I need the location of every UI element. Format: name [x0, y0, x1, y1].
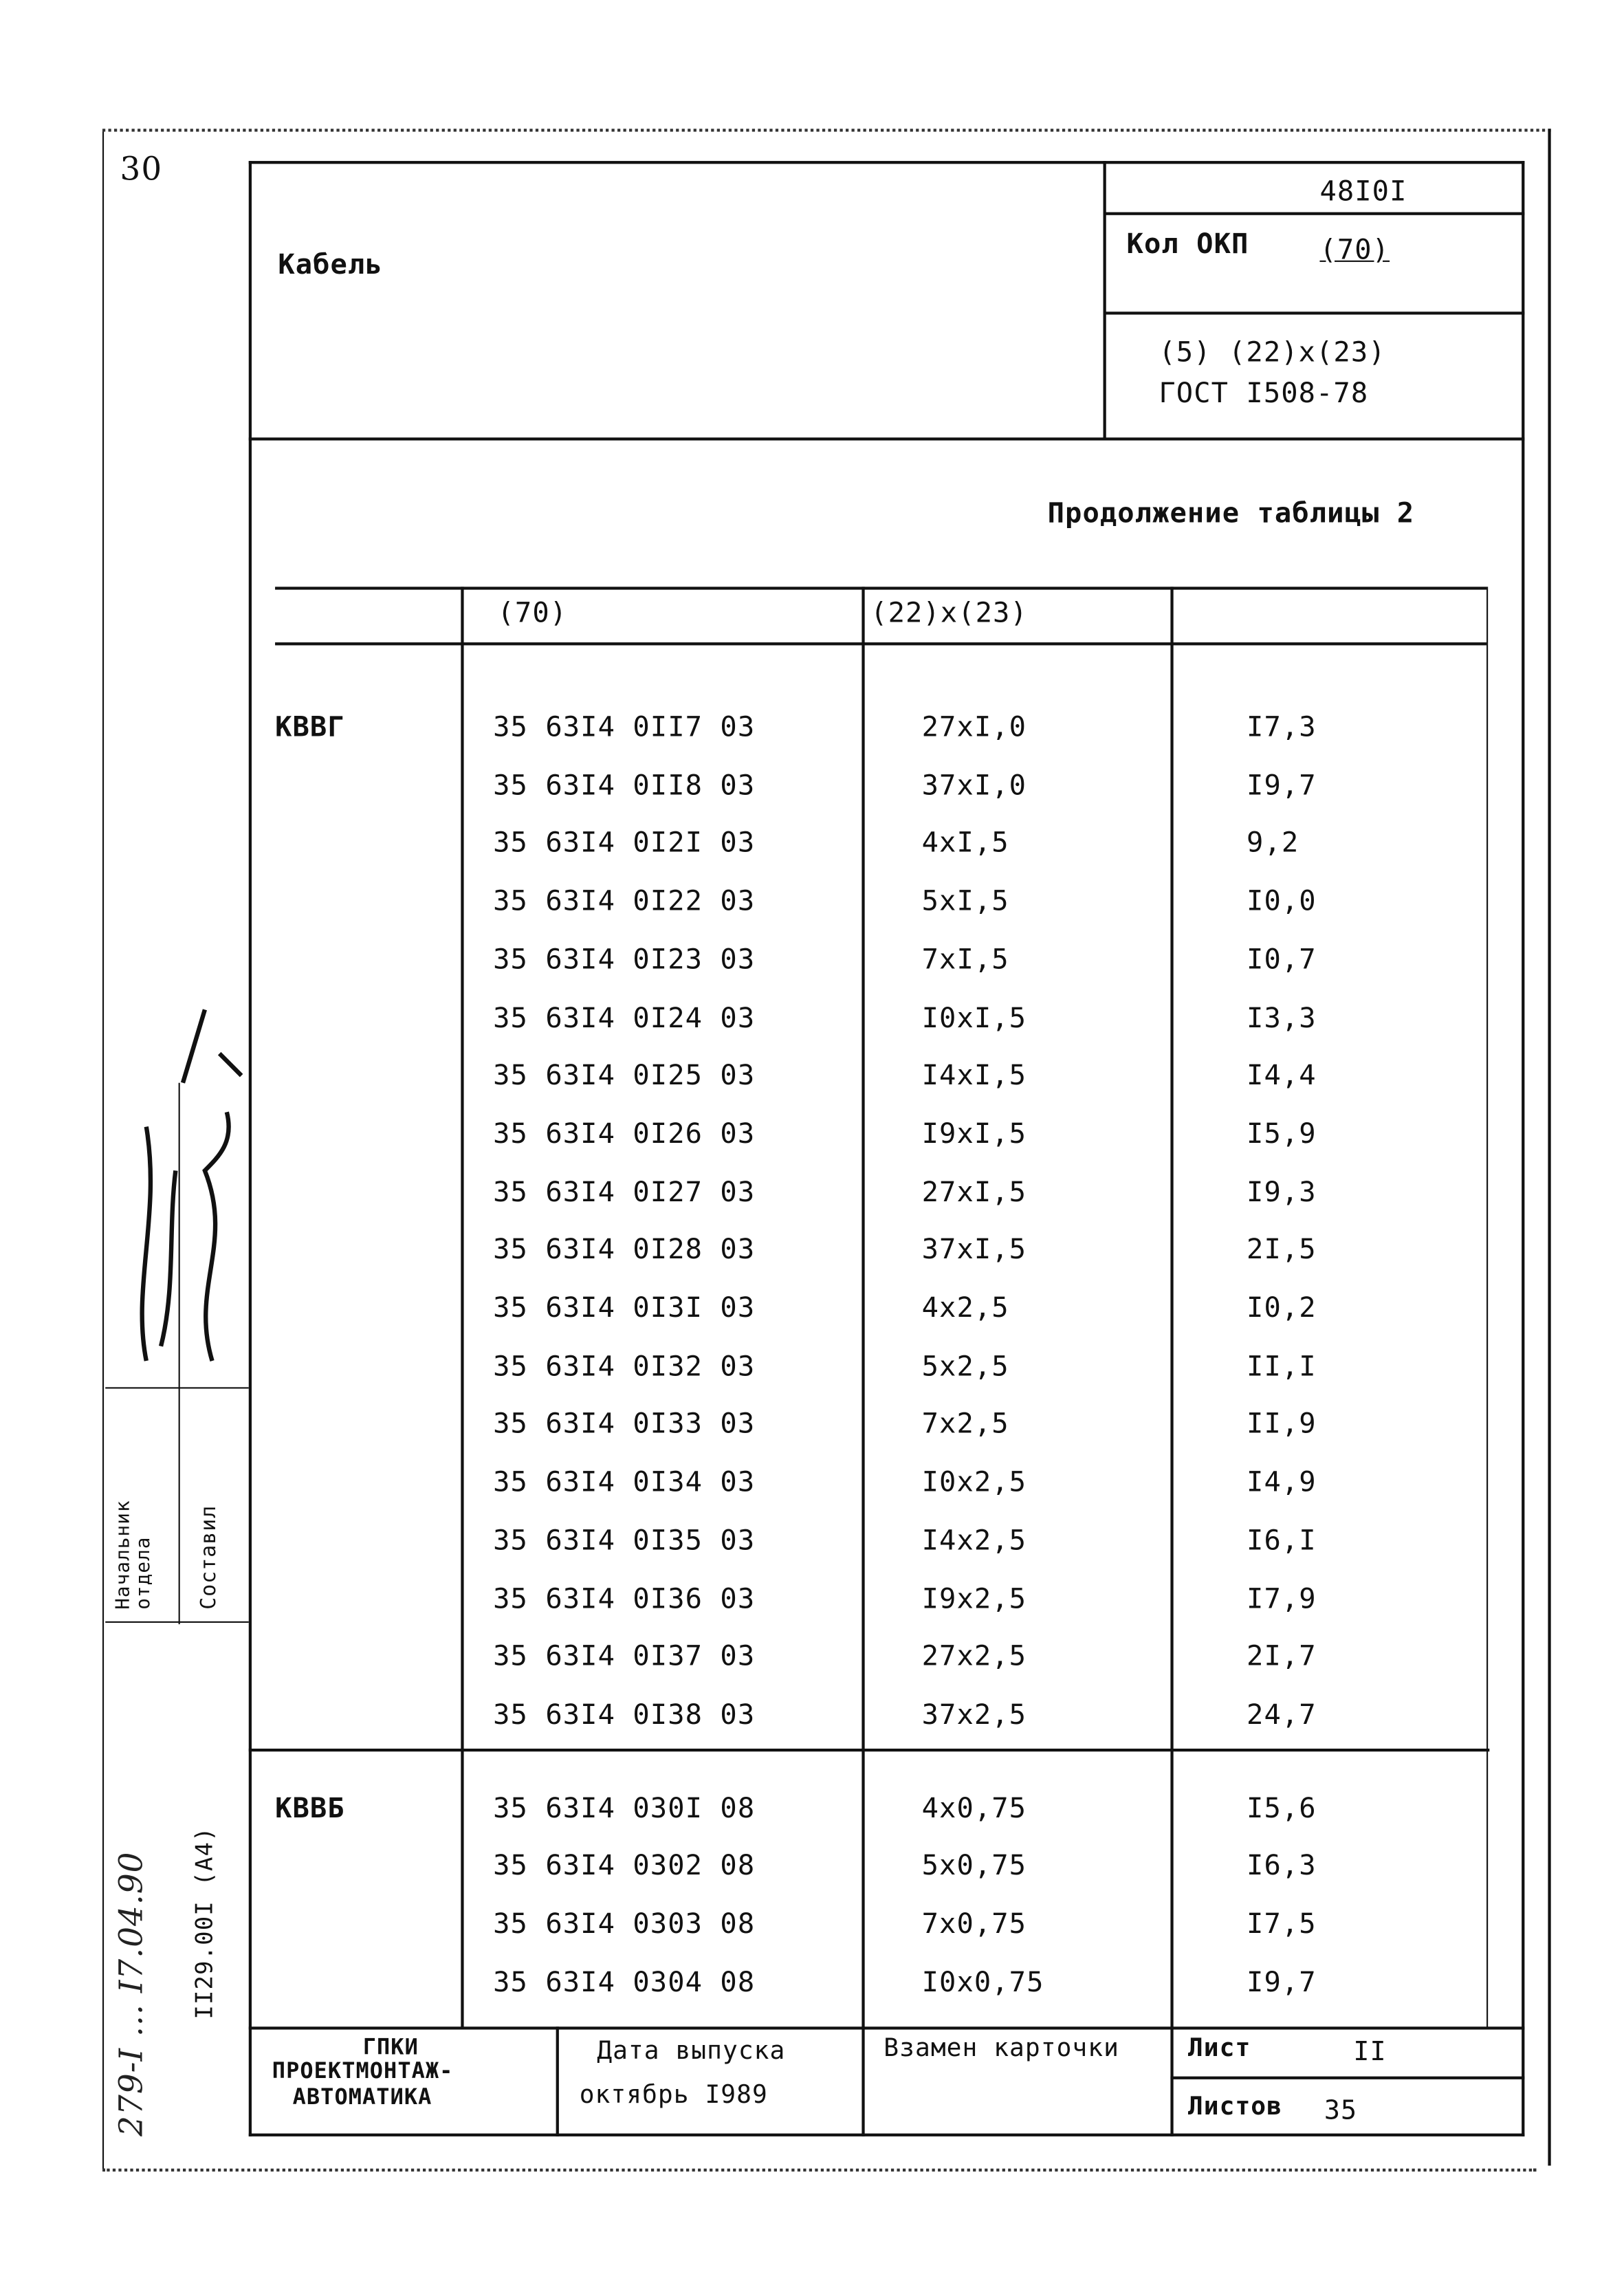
cross-section-cell: 5x2,5	[921, 1350, 1009, 1383]
column-header-size: (22)x(23)	[870, 597, 1028, 630]
cross-section-cell: I0x0,75	[921, 1966, 1044, 1999]
org-line-3: АВТОМАТИКА	[292, 2084, 432, 2110]
org-line-1: ГПКИ	[362, 2033, 419, 2061]
okp-code-cell: 35 63I4 030I 08	[493, 1791, 756, 1824]
cable-group-label: КВВБ	[275, 1791, 345, 1824]
cross-section-cell: 37xI,0	[921, 769, 1027, 802]
okp-code-cell: 35 63I4 0I28 03	[493, 1234, 756, 1267]
okp-code-cell: 35 63I4 0I34 03	[493, 1466, 756, 1499]
signatures-icon	[117, 995, 249, 1375]
value-cell: I3,3	[1247, 1001, 1317, 1034]
column-header-okp: (70)	[497, 597, 568, 630]
sheet-label: Лист	[1187, 2033, 1251, 2064]
value-cell: I6,3	[1247, 1850, 1317, 1883]
okp-code-cell: 35 63I4 0303 08	[493, 1907, 756, 1940]
okp-code-cell: 35 63I4 0I22 03	[493, 885, 756, 918]
value-cell: I0,0	[1247, 885, 1317, 918]
cross-section-cell: 37xI,5	[921, 1234, 1027, 1267]
okp-code-cell: 35 63I4 0I26 03	[493, 1117, 756, 1150]
cross-section-cell: 37x2,5	[921, 1698, 1027, 1731]
cross-section-cell: 5x0,75	[921, 1850, 1027, 1883]
value-cell: II,9	[1247, 1408, 1317, 1441]
okp-code-cell: 35 63I4 0I23 03	[493, 943, 756, 976]
cable-group-label: КВВГ	[275, 711, 345, 744]
value-cell: I0,7	[1247, 943, 1317, 976]
value-cell: II,I	[1247, 1350, 1317, 1383]
okp-code-cell: 35 63I4 0I37 03	[493, 1640, 756, 1673]
cross-section-cell: 7xI,5	[921, 943, 1009, 976]
replaces-card-label: Взамен карточки	[884, 2033, 1119, 2064]
standard: ГОСТ I508-78	[1159, 378, 1369, 410]
org-line-2: ПРОЕКТМОНТАЖ-	[272, 2057, 454, 2084]
value-cell: I5,9	[1247, 1117, 1317, 1150]
sheets-label: Листов	[1187, 2092, 1283, 2122]
value-cell: I7,3	[1247, 711, 1317, 744]
cross-section-cell: I0xI,5	[921, 1001, 1027, 1034]
value-cell: 9,2	[1247, 827, 1299, 860]
okp-code-cell: 35 63I4 0II7 03	[493, 711, 756, 744]
cross-section-cell: I9xI,5	[921, 1117, 1027, 1150]
okp-label: Кол ОКП	[1126, 228, 1249, 261]
cross-section-cell: 4xI,5	[921, 827, 1009, 860]
value-cell: I9,3	[1247, 1176, 1317, 1208]
okp-code-cell: 35 63I4 0304 08	[493, 1966, 756, 1999]
value-cell: 2I,5	[1247, 1234, 1317, 1267]
handwritten-stamp: 279-I ... I7.04.90	[113, 1851, 151, 2136]
cross-section-cell: 7x2,5	[921, 1408, 1009, 1441]
release-date-label: Дата выпуска	[597, 2037, 786, 2066]
okp-code-cell: 35 63I4 0I36 03	[493, 1582, 756, 1615]
value-cell: 24,7	[1247, 1698, 1317, 1731]
head-of-department-label: Начальник отдела	[112, 1500, 155, 1610]
value-cell: I7,5	[1247, 1907, 1317, 1940]
okp-code-cell: 35 63I4 0I38 03	[493, 1698, 756, 1731]
cross-section-cell: 7x0,75	[921, 1907, 1027, 1940]
okp-code-cell: 35 63I4 0II8 03	[493, 769, 756, 802]
cross-section-cell: 27xI,0	[921, 711, 1027, 744]
okp-code-cell: 35 63I4 0I27 03	[493, 1176, 756, 1208]
okp-value: (70)	[1319, 234, 1390, 267]
okp-code-cell: 35 63I4 0I25 03	[493, 1060, 756, 1092]
cross-section-cell: 27x2,5	[921, 1640, 1027, 1673]
value-cell: I9,7	[1247, 769, 1317, 802]
value-cell: 2I,7	[1247, 1640, 1317, 1673]
value-cell: I4,9	[1247, 1466, 1317, 1499]
format-label: II29.00I (А4)	[190, 1826, 219, 2020]
cross-section-cell: 5xI,5	[921, 885, 1009, 918]
cross-section-cell: 4x2,5	[921, 1292, 1009, 1324]
value-cell: I5,6	[1247, 1791, 1317, 1824]
cross-section-cell: I9x2,5	[921, 1582, 1027, 1615]
okp-code-cell: 35 63I4 0I33 03	[493, 1408, 756, 1441]
okp-code-cell: 35 63I4 0I24 03	[493, 1001, 756, 1034]
okp-code-cell: 35 63I4 0I2I 03	[493, 827, 756, 860]
cross-section-cell: 27xI,5	[921, 1176, 1027, 1208]
designation: (5) (22)x(23)	[1159, 336, 1386, 369]
value-cell: I0,2	[1247, 1292, 1317, 1324]
okp-code-cell: 35 63I4 0I3I 03	[493, 1292, 756, 1324]
cross-section-cell: I0x2,5	[921, 1466, 1027, 1499]
value-cell: I6,I	[1247, 1524, 1317, 1557]
value-cell: I9,7	[1247, 1966, 1317, 1999]
cross-section-cell: I4x2,5	[921, 1524, 1027, 1557]
cross-section-cell: I4xI,5	[921, 1060, 1027, 1092]
author-label: Составил	[197, 1505, 221, 1610]
cross-section-cell: 4x0,75	[921, 1791, 1027, 1824]
value-cell: I4,4	[1247, 1060, 1317, 1092]
okp-code-cell: 35 63I4 0I32 03	[493, 1350, 756, 1383]
sheets-value: 35	[1324, 2095, 1358, 2126]
okp-code-cell: 35 63I4 0I35 03	[493, 1524, 756, 1557]
header-code: 48I0I	[1319, 175, 1407, 208]
sheet-value: II	[1353, 2037, 1387, 2068]
value-cell: I7,9	[1247, 1582, 1317, 1615]
release-date-value: октябрь I989	[579, 2081, 768, 2110]
header-title: Кабель	[278, 248, 383, 281]
okp-code-cell: 35 63I4 0302 08	[493, 1850, 756, 1883]
table-caption: Продолжение таблицы 2	[1047, 497, 1415, 530]
page-number: 30	[120, 152, 163, 189]
